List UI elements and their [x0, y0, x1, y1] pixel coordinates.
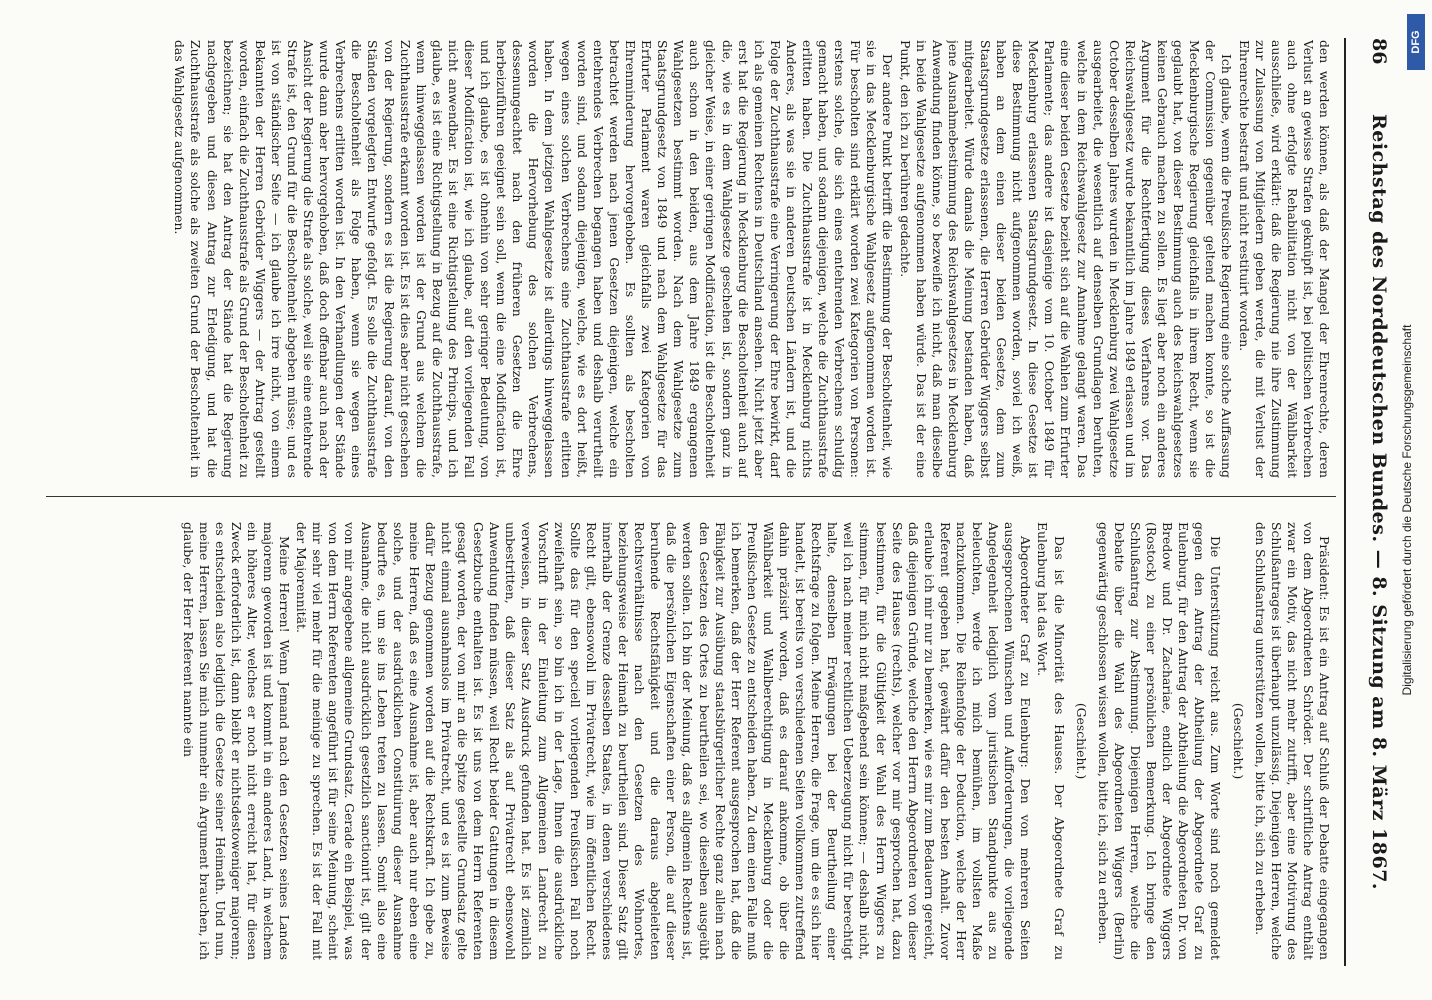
- paragraph: Die Unterstützung reicht aus. Zum Worte sind noch gemeldet gegen den Antrag der Abtheilung der Abgeordnete Graf zu Eulenburg, für den Antrag der Abtheilung die Abgeordneten Dr. von Bredow und Dr. Zachariae, endlich der Abgeordnete Wiggers (Rostock) zu einer persönlichen Bemerkung. Ich bringe den Schlußantrag zur Abstimmung. Diejenigen Herren, welche die Debatte über die Wahl des Abgeordneten Wiggers (Berlin) gegenwärtig geschlossen wissen wollen, bitte ich, sich zu erheben.: [1095, 522, 1224, 960]
- left-column: [42, 40, 1332, 478]
- paragraph: Der andere Punkt betrifft die Bestimmung der Bescholtenheit, wie sie in das Mecklenburgische Wahlgesetz aufgenommen worden ist. Für bescholten sind erklärt worden zwei Kategorien von Personen: erstens solche, die sich eines entehrenden Verbrechens schuldig gemacht haben, und sodann diejenigen, welche die Zuchthausstrafe erlitten haben. Die Zuchthausstrafe ist in Mecklenburg nichts Anderes, als was sie in anderen Deutschen Ländern ist, und die Folge der Zuchthausstrafe eine Verringerung der Ehre bewirkt, darf ich als gemeinen Rechtens in Deutschland ansehen. Nicht jetzt aber erst hat die Regierung in Mecklenburg die Bescholtenheit auch auf die, wie es in dem Wahlgesetze geschehen ist, sondern ganz in gleicher Weise, in einer geringen Modification, ist die Bescholtenheit auch schon in den beiden, aus dem Jahre 1849 ergangenen Wahlgesetzen bestimmt worden. Nach dem Wahlgesetze zum Staatsgrundgesetz von 1849 und nach dem Wahlgesetze für das Erfurter Parlament waren gleichfalls zwei Kategorien von Ehrenminderung hervorgehoben. Es sollten als bescholten betrachtet werden nach jenen Gesetzen diejenigen, welche ein entehrendes Verbrechen begangen haben und deshalb verurtheilt worden sind, und sodann diejenigen, welche, wie es dort heißt, wegen eines solchen Verbrechens eine Zuchthausstrafe erlitten haben. In dem jetzigen Wahlgesetze ist allerdings hinweggelassen worden die Hervorhebung des solchen Verbrechens, dessenungeachtet nach den früheren Gesetzen die Ehre herbeizuführen geeignet sein soll, wenn die eine Modification ist, und ich glaube, es ist ohnehin von sehr geringer Bedeutung, von dieser Modification ist, wie ich glaube, auf den vorliegenden Fall nicht anwendbar. Es ist eine Richtigstellung des Princips, und ich glaube, es ist eine Richtigstellung in Bezug auf die Zuchthausstrafe, wenn hinweggelassen worden ist der Grund aus welchem die Zuchthausstrafe erkannt worden ist. Es ist dies aber nicht geschehen von der Regierung, sondern es ist die Regierung darauf, von den Ständen vorgelegten Entwurfe gefolgt. Es solle die Zuchthausstrafe die Bescholtenheit als Folge haben, wenn sie wegen eines Verbrechens erlitten worden ist. In den Verhandlungen der Stände wurde dann aber hervorgehoben, daß doch offenbar auch nach der Ansicht der Regierung die Strafe als solche, weil sie eine entehrende Strafe ist, den Grund für die Bescholtenheit abgeben müsse; und es ist von ständischer Seite — ich glaube ich irre nicht, von einem Bekannten der Herren Gebrüder Wiggers — der Antrag gestellt worden, einfach die Zuchthausstrafe als Grund der Bescholtenheit zu bezeichnen; sie hat den Antrag der Stände hat die Regierung nachgegeben und diesen Antrag zur Erledigung, und hat die Zuchthausstrafe als solche als zweiten Grund der Bescholtenheit in das Wahlgesetz aufgenommen.: [172, 40, 896, 478]
- paragraph: Meine Herren! Wenn Jemand nach den Gesetzen seines Landes majorenn geworden ist und kommt in ein anderes Land, in welchem ein höheres Alter, welches er noch nicht erreicht hat, für diesen Zweck erforderlich ist, dann bleibt er nichtsdestoweniger majorenn; es entscheiden also lediglich die Gesetze seiner Heimath. Und nun, meine Herren, lassen Sie mich nunmehr ein Argument brauchen, ich glaube, der Herr Referent nannte ein: [180, 522, 293, 960]
- paragraph: Präsident: Es ist ein Antrag auf Schluß der Debatte eingegangen von dem Abgeordneten Schröder. Der schriftliche Antrag enthält zwar ein Motiv, das nicht mehr zutrifft, aber eine Motivirung des Schlußantrages ist überhaupt unzulässig. Diejenigen Herren, welche den Schlußantrag unterstützen wollen, bitte ich, sich zu erheben.: [1252, 522, 1332, 960]
- running-head: Reichstag des Norddeutschen Bundes. — 8. Sitzung am 8. März 1867.: [1368, 113, 1390, 891]
- page-number: 86: [1368, 38, 1390, 65]
- dfg-logo: [1407, 14, 1425, 70]
- paragraph: Abgeordneter Graf zu Eulenburg: Den von mehreren Seiten ausgesprochenen Wünschen und Aufforderungen, die vorliegende Angelegenheit lediglich vom juristischen Standpunkte aus zu beleuchten, werde ich mich bemühen, im vollsten Maße nachzukommen. Die Reihenfolge der Deduction, welche der Herr Referent gegeben hat, gewährt dafür den besten Anhalt. Zuvor erlaube ich mir nur zu bemerken, wie es mir zum Bedauern gereicht, daß diejenigen Gründe, welche den Herrn Abgeordneten von dieser Seite des Hauses (rechts), welcher vor mir gesprochen hat, dazu bestimmen, für die Gültigkeit der Wahl des Herrn Wiggers zu stimmen, für mich nicht maßgebend sein können; — deshalb nicht, weil ich nach meiner rechtlichen Ueberzeugung nicht für berechtigt halte, denselben Erwägungen bei der Beurtheilung einer Rechtsfrage zu folgen. Meine Herren, die Frage, um die es sich hier handelt, ist bereits von verschiedenen Seiten vollkommen zutreffend dahin präzisirt worden, daß es darauf ankomme, ob über die Wählbarkeit und Wahlberechtigung in Mecklenburg oder die Preußischen Gesetze zu entscheiden haben. Zu dem einen Falle muß ich bemerken, daß der Herr Referent ausgesprochen hat, daß die Fähigkeit zur Ausübung staatsbürgerlicher Rechte ganz allein nach den Gesetzen des Ortes zu beurtheilen sei, wo dieselben ausgeübt werden sollen. Ich bin der Meinung, daß es allgemein Rechtens ist, daß die persönlichen Eigenschaften einer Person, die auf dieser beruhende Rechtsfähigkeit und die daraus abgeleiteten Rechtsverhältnisse nach den Gesetzen des Wohnortes, beziehungsweise der Heimath zu beurtheilen sind. Dieser Satz gilt innerhalb der Grenze desselben Staates, in denen verschiedenes Recht gilt, ebensowohl im Privatrecht, wie im öffentlichen Recht. Sollte das für den speciell vorliegenden Preußischen Fall noch zweifelhaft sein, so bin ich in der Lage, Ihnen die ausdrückliche Vorschrift in der Einleitung zum Allgemeinen Landrecht zu verweisen, in dieser Satz Ausdruck gefunden hat. Es ist ziemlich unbestritten, daß dieser Satz als auf Privatrecht ebensowohl Anwendung finden müssen, weil Recht beider Gattungen in diesem Gesetzbuche enthalten ist. Es ist uns von dem Herrn Referenten gesagt worden, der von mir an die Spitze gestellte Grundsatz gelte nicht einmal ausnahmslos im Privatrecht, und es ist zum Beweise dafür Bezug genommen worden auf die Rechtskraft. Ich gebe zu, meine Herren, daß es eine Ausnahme ist, aber auch nur eben eine solche, und der ausdrücklichen Constituirung dieser Ausnahme bedurfte es, um sie ins Leben treten zu lassen. Somit also eine Ausnahme, die nicht ausdrücklich gesetzlich sanctionirt ist, gilt der von mir angegebene allgemeine Grundsatz. Gerade ein Beispiel, was von dem Herrn Referenten angeführt ist für seine Meinung, scheint mir sehr viel mehr für die meinige zu sprechen. Es ist der Fall mit der Majorennität.: [294, 522, 1034, 960]
- digitization-credit: [1398, 90, 1422, 930]
- stage-direction: (Geschieht.): [1073, 702, 1089, 780]
- paragraph: Ich glaube, wenn die Preußische Regierung eine solche Auffassung der Commission gegenüber geltend machen konnte, so ist die Mecklenburgische Regierung gleichfalls in ihrem Recht, wenn sie geglaubt hat, von dieser Bestimmung auch des Reichswahlgesetzes keinen Gebrauch machen zu sollen. Es liegt aber noch ein anderes Argument für die Rechtfertigung dieses Verfahrens vor. Das Reichswahlgesetz wurde bekanntlich im Jahre 1849 erlassen und im October desselben Jahres wurden in Mecklenburg zwei Wahlgesetze ausgearbeitet, die wesentlich auf denselben Grundlagen beruhten, welche in dem Reichswahlgesetz zur Annahme gelangt waren. Das eine dieser beiden Gesetze bezieht sich auf die Wahlen zum Erfurter Parlamente; das andere ist dasjenige vom 10. October 1849 für Mecklenburg erlassenen Staatsgrundgesetz. In diese Gesetze ist diese Bestimmung nicht aufgenommen worden, soviel ich weiß, haben an dem einen dieser beiden Gesetze, dem zum Staatsgrundgesetze erlassenen, die Herren Gebrüder Wiggers selbst mitgearbeitet. Würde damals die Meinung bestanden haben, daß jene Ausnahmebestimmung des Reichswahlgesetzes in Mecklenburg Anwendung finden könne, so bezweifle ich nicht, daß man dieselbe in beide Wahlgesetze aufgenommen haben würde. Das ist der eine Punkt, den ich zu berühren gedachte.: [897, 40, 1235, 478]
- paragraph: den werden können, als daß der Mangel der Ehrenrechte, deren Verlust an gewisse Strafen geknüpft ist, bei politischen Verbrechen auch ohne erfolgte Rehabilitation nicht von der Wählbarkeit ausschließe, wird erklärt: daß die Regierung nie ihre Zustimmung zur Zulassung von Mitgliedern geben werde, die mit Verlust der Ehrenrechte bestraft und nicht restituirt worden.: [1236, 40, 1332, 478]
- stage-direction: (Geschieht.): [1230, 702, 1246, 780]
- page-header: [1354, 38, 1404, 966]
- digitization-credit-text: Digitalisierung gefördert durch die Deutsche Forschungsgemeinschaft: [1400, 324, 1414, 696]
- right-column: [42, 522, 1332, 960]
- column-divider: [46, 496, 1336, 497]
- logo-text: DFG: [1410, 30, 1422, 54]
- header-rule: [1344, 38, 1346, 966]
- paragraph: Das ist die Minorität des Hauses. Der Abgeordnete Graf zu Eulenburg hat das Wort.: [1035, 522, 1067, 960]
